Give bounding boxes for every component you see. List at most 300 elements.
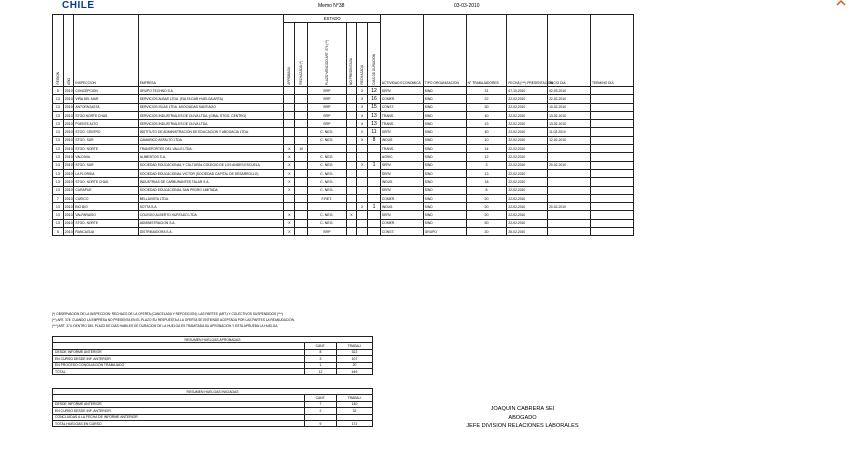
cell-inicio (548, 145, 591, 153)
summary-row (53, 420, 373, 426)
cell-ano: 2010 (63, 136, 74, 144)
cell-direccion: STGO. NORTE CHAS. (74, 178, 138, 186)
cell-e3 (308, 203, 347, 211)
cell-tipo: SIND (423, 219, 466, 227)
cell-e2 (295, 87, 308, 95)
cell-region: 13 (53, 95, 64, 103)
cell-inicio: 11-02-2010 (548, 128, 591, 136)
cell-termino (590, 95, 633, 103)
cell-e3: SRP (308, 111, 347, 119)
cell-e3: SRP (308, 103, 347, 111)
cell-inicio (548, 153, 591, 161)
cell-n-trab: 20 (466, 194, 507, 202)
cell-e5: X (357, 95, 368, 103)
cell-e4 (346, 136, 357, 144)
cell-e1: X (284, 178, 295, 186)
summary-label: DESDE INFORME ANTERIOR (53, 349, 305, 355)
cell-e2 (295, 103, 308, 111)
col-header-termino: TERMINO DIA (590, 15, 633, 87)
summary-label: EN CURSO DESDE INF. ANTERIOR (53, 356, 305, 362)
cell-tipo: SIND (423, 120, 466, 128)
cell-direccion: STGO. SUR (74, 161, 138, 169)
summary-trab: 140 (337, 401, 373, 407)
summary-col-cant: CANT. (305, 395, 337, 401)
table-row (53, 120, 634, 128)
cell-ano: 2010 (63, 211, 74, 219)
cell-e1: X (284, 211, 295, 219)
cell-termino (590, 128, 633, 136)
cell-inicio: 22-02-2010 (548, 95, 591, 103)
cell-ano: 2010 (63, 228, 74, 236)
cell-empresa: INDUSTRIAS DE CARBURANTES TALAR S.A. (138, 178, 284, 186)
cell-e4 (346, 87, 357, 95)
cell-e6 (368, 228, 381, 236)
cell-direccion: CURICO (74, 194, 138, 202)
cell-e4 (346, 120, 357, 128)
table-row (53, 111, 634, 119)
cell-fecha: 22-02-2010 (507, 203, 548, 211)
summary-col-trab: TRABAJ. (337, 343, 373, 349)
cell-empresa: ALIMENTOS S.A. (138, 153, 284, 161)
cell-termino (590, 87, 633, 95)
cell-fecha: 07-10-2010 (507, 87, 548, 95)
cell-e2 (295, 186, 308, 194)
strikes-table (52, 14, 634, 236)
cell-e2 (295, 203, 308, 211)
cell-ano: 2010 (63, 153, 74, 161)
cell-termino (590, 169, 633, 177)
cell-e3: C. NEG. (308, 211, 347, 219)
footnote: (*) OBSERVACION DE LA INSPECCION: RECHAZO DE LA OFERTA (CANCELADA Y REPOSICION), LAS PARTES (ART.) Y COLECTIVOS SUSPENDIDOS (***) (52, 312, 283, 316)
cell-empresa: CAMARICO ASFALTO LTDA. (138, 136, 284, 144)
table-row (53, 228, 634, 236)
summary-trab: 32 (337, 408, 373, 414)
cell-n-trab: 13 (466, 120, 507, 128)
cell-fecha: 22-02-2010 (507, 95, 548, 103)
summary-cant: 8 (305, 349, 337, 355)
signature-name: JOAQUIN CABRERA SEI (490, 406, 555, 412)
col-header-rechazada-obs: RECHAZADA (*) (295, 23, 308, 87)
cell-ano: 2010 (63, 194, 74, 202)
summary-col-trab: TRABAJ. (337, 395, 373, 401)
cell-termino (590, 178, 633, 186)
cell-e5: X (357, 128, 368, 136)
cell-fecha: 22-02-2010 (507, 186, 548, 194)
cell-e1: X (284, 219, 295, 227)
cell-e5 (357, 169, 368, 177)
table-row (53, 87, 634, 95)
cell-e6 (368, 194, 381, 202)
cell-e6: 13 (368, 111, 381, 119)
cell-e5 (357, 153, 368, 161)
cell-ano: 2010 (63, 145, 74, 153)
table-row (53, 153, 634, 161)
cell-fecha: 22-02-2010 (507, 169, 548, 177)
col-header-ano: AÑO (63, 15, 74, 87)
cell-e1 (284, 87, 295, 95)
cell-inicio: 12-02-2010 (548, 136, 591, 144)
cell-fecha: 22-02-2010 (507, 128, 548, 136)
table-row (53, 145, 634, 153)
cell-e2 (295, 136, 308, 144)
table-row (53, 128, 634, 136)
cell-e5 (357, 145, 368, 153)
table-row (53, 194, 634, 202)
cell-fecha: 22-02-2010 (507, 111, 548, 119)
cell-tipo: SIND (423, 103, 466, 111)
cell-e3 (308, 145, 347, 153)
cell-direccion: STGO. NORTE (74, 145, 138, 153)
cell-e4 (346, 95, 357, 103)
cell-e3: C. NEG. (308, 153, 347, 161)
cell-region: 13 (53, 103, 64, 111)
summary-trab: 107 (337, 356, 373, 362)
cell-e2 (295, 161, 308, 169)
cell-e5 (357, 178, 368, 186)
cell-e4 (346, 194, 357, 202)
cell-actividad: AGRIC. (380, 153, 423, 161)
cell-e4 (346, 145, 357, 153)
cell-n-trab: 40 (466, 128, 507, 136)
cell-e4 (346, 161, 357, 169)
document-date: 03-03-2010 (454, 3, 480, 9)
cell-inicio: 13-02-2010 (548, 120, 591, 128)
cell-tipo: SIND (423, 211, 466, 219)
cell-e4 (346, 103, 357, 111)
cell-actividad: SERV. (380, 211, 423, 219)
cell-e2 (295, 111, 308, 119)
cell-inicio (548, 211, 591, 219)
cell-region: 13 (53, 219, 64, 227)
cell-region: 13 (53, 153, 64, 161)
cell-termino (590, 194, 633, 202)
summary-col-cant: CANT. (305, 343, 337, 349)
footnote: (**) ART. 374: CUANDO LA EMPRESA NO PRESENTA EN EL PLAZO SU RESPUESTA A LA OFERTA SE ENTIENDE ACEPTADA POR LAS PARTES LA REANUDACION. (52, 318, 295, 322)
cell-tipo: SIND (423, 194, 466, 202)
cell-fecha: 22-02-2010 (507, 178, 548, 186)
cell-n-trab: 20 (466, 228, 507, 236)
cell-empresa: GRUPO TECHNO S.A. (138, 87, 284, 95)
col-header-plazo-vencido: PLAZO VENCIDO ART. 374 (**) (308, 23, 347, 87)
summary-cant: 3 (305, 356, 337, 362)
cell-actividad: CONST. (380, 228, 423, 236)
col-header-aprobada: APROBADA (284, 23, 295, 87)
summary-trab: 20 (337, 362, 373, 368)
cell-e4 (346, 186, 357, 194)
cell-tipo: SIND (423, 111, 466, 119)
cell-n-trab: 10 (466, 136, 507, 144)
cell-e5: X (357, 161, 368, 169)
cell-tipo: SIND (423, 153, 466, 161)
cell-e6: 1 (368, 203, 381, 211)
cell-region: 5 (53, 228, 64, 236)
footnote: (***) ART. 374: DENTRO DEL PLAZO DE DIAS HABILES DE DURACION DE LA HUELGA ES TRAMITADA SU APROBACION Y ESTA APRUEBA LA HUELGA. (52, 324, 279, 328)
cell-actividad: SERV. (380, 161, 423, 169)
cell-direccion: STGO. CENTRO (74, 128, 138, 136)
cell-termino (590, 103, 633, 111)
cell-actividad: COMER. (380, 95, 423, 103)
table-row (53, 178, 634, 186)
cell-e1: X (284, 161, 295, 169)
cell-region: 13 (53, 186, 64, 194)
cell-e5 (357, 211, 368, 219)
cell-e2 (295, 194, 308, 202)
summary-label: DESDE INFORME ANTERIOR (53, 401, 305, 407)
document-number: Memo N°38 (318, 3, 345, 9)
cell-e6 (368, 178, 381, 186)
cell-inicio (548, 186, 591, 194)
cell-inicio (548, 194, 591, 202)
cell-inicio: 13-02-2010 (548, 111, 591, 119)
cell-ano: 2010 (63, 203, 74, 211)
cell-e5: X (357, 203, 368, 211)
cell-actividad: INDUS. (380, 203, 423, 211)
cell-actividad: SERV. (380, 169, 423, 177)
cell-e2 (295, 178, 308, 186)
cell-termino (590, 186, 633, 194)
table-row (53, 219, 634, 227)
cell-direccion: ANTOFAGASTA (74, 103, 138, 111)
cell-tipo: SIND (423, 95, 466, 103)
table-row (53, 161, 634, 169)
summary-label: TOTAL (53, 368, 305, 374)
cell-termino (590, 120, 633, 128)
cell-e2 (295, 95, 308, 103)
cell-termino (590, 203, 633, 211)
cell-e1: X (284, 153, 295, 161)
cell-inicio: 10-02-2010 (548, 103, 591, 111)
cell-n-trab: 3 (466, 161, 507, 169)
cell-e4 (346, 153, 357, 161)
cell-empresa: BELLAVISTA LTDA. (138, 194, 284, 202)
cell-e3: F.RET. (308, 194, 347, 202)
cell-tipo: SIND (423, 136, 466, 144)
col-header-empresa: EMPRESA (138, 15, 284, 87)
cell-actividad: COMER. (380, 194, 423, 202)
summary-label: EN CURSO DESDE INF. ANTERIOR (53, 408, 305, 414)
col-header-direccion: INSPECCION (74, 15, 138, 87)
cell-ano: 2010 (63, 178, 74, 186)
cell-e2 (295, 169, 308, 177)
cell-e2 (295, 219, 308, 227)
cell-e6: 8 (368, 136, 381, 144)
cell-e3: C. NEG. (308, 178, 347, 186)
cell-fecha: 22-02-2010 (507, 145, 548, 153)
cell-tipo: SIND (423, 169, 466, 177)
cell-termino (590, 219, 633, 227)
cell-actividad: INDUS. (380, 136, 423, 144)
cell-inicio (548, 228, 591, 236)
cell-tipo: SIND (423, 145, 466, 153)
cell-e1 (284, 111, 295, 119)
cell-fecha: 22-02-2010 (507, 194, 548, 202)
cell-termino (590, 228, 633, 236)
cell-inicio: 20-02-2010 (548, 161, 591, 169)
cell-actividad: TRANS. (380, 145, 423, 153)
cell-tipo: GRUPO (423, 228, 466, 236)
cell-e3: C. NEG. (308, 128, 347, 136)
cell-termino (590, 211, 633, 219)
col-header-rechazada: RECHAZADA (357, 23, 368, 87)
cell-e6 (368, 219, 381, 227)
cell-e5: X (357, 87, 368, 95)
cell-e5 (357, 228, 368, 236)
cell-ano: 2010 (63, 161, 74, 169)
cell-e3: C. NEG. (308, 161, 347, 169)
cell-e2 (295, 153, 308, 161)
cell-ano: 2010 (63, 169, 74, 177)
cell-ano: 2010 (63, 186, 74, 194)
cell-termino (590, 136, 633, 144)
table-row (53, 136, 634, 144)
cell-e2 (295, 228, 308, 236)
cell-fecha: 22-02-2010 (507, 219, 548, 227)
cell-n-trab: 30 (466, 103, 507, 111)
cell-region: 13 (53, 128, 64, 136)
cell-empresa: DISTRIBUIDORA S.A. (138, 228, 284, 236)
summary-label: CONCLUIDAS A LA FECHA DE INFORME ANTERIOR (53, 414, 305, 420)
cell-e6 (368, 145, 381, 153)
cell-fecha: 22-02-2010 (507, 136, 548, 144)
cell-e1: X (284, 169, 295, 177)
cell-e5: X (357, 111, 368, 119)
cell-ano: 2010 (63, 103, 74, 111)
cell-region: 13 (53, 203, 64, 211)
summary-cant: 1 (305, 362, 337, 368)
cell-empresa: SOCIEDAD EDUCACIONAL Y CULTURAL COLEGIO DE LOS ANDES ESCUELA (138, 161, 284, 169)
cell-region: 5 (53, 87, 64, 95)
cell-e2 (295, 211, 308, 219)
cell-n-trab: 12 (466, 153, 507, 161)
cell-fecha: 22-02-2010 (507, 161, 548, 169)
cell-direccion: STGO. SUR (74, 136, 138, 144)
cell-e5 (357, 194, 368, 202)
cell-tipo: SIND (423, 203, 466, 211)
summary-cant: 9 (305, 420, 337, 426)
cell-actividad: CONST. (380, 103, 423, 111)
cell-e6 (368, 169, 381, 177)
col-header-inicio: INICIO DIA (548, 15, 591, 87)
cell-actividad: SERV. (380, 128, 423, 136)
cell-e5 (357, 186, 368, 194)
cell-direccion: PUENTE ALTO (74, 120, 138, 128)
cell-empresa: SERVICIOS INDUSTRIALES DE OLIVA LTDA. (138, 120, 284, 128)
summary-trab: 322 (337, 349, 373, 355)
cell-empresa: TRANSPORTES DEL VALLE LTDA. (138, 145, 284, 153)
cell-e4 (346, 203, 357, 211)
col-header-tipo: TIPO ORGANIZACION (423, 15, 466, 87)
cell-e1 (284, 203, 295, 211)
cell-direccion: CONCEPCION (74, 87, 138, 95)
table-row (53, 203, 634, 211)
cell-actividad: TRANS. (380, 111, 423, 119)
cell-n-trab: 40 (466, 111, 507, 119)
summary-label: TOTAL HUELGAS EN CURSO (53, 420, 305, 426)
cell-n-trab: 18 (466, 178, 507, 186)
cell-inicio (548, 219, 591, 227)
cell-e3: SRP (308, 228, 347, 236)
cell-termino (590, 161, 633, 169)
cell-e6: 16 (368, 95, 381, 103)
cell-tipo: SIND (423, 186, 466, 194)
summary-title: RESUMEN HUELGAS INICIADAS (53, 389, 373, 395)
summary-label: EN PROCESO CONCILIACION TRABAJADO (53, 362, 305, 368)
summary-trab: 172 (337, 420, 373, 426)
cell-e6 (368, 153, 381, 161)
cell-e2: 10 (295, 145, 308, 153)
cell-actividad: INDUS. (380, 178, 423, 186)
cell-ano: 2010 (63, 111, 74, 119)
table-row (53, 169, 634, 177)
signature-title: ABOGADO (508, 414, 537, 421)
cell-e4 (346, 178, 357, 186)
cell-n-trab: 31 (466, 87, 507, 95)
cell-e1 (284, 128, 295, 136)
cell-n-trab: 20 (466, 203, 507, 211)
cell-e2 (295, 120, 308, 128)
cell-e4 (346, 228, 357, 236)
cell-fecha: 22-02-2010 (507, 120, 548, 128)
cell-inicio (548, 178, 591, 186)
cell-direccion: CURAPUE (74, 186, 138, 194)
cell-direccion: VIÑA DEL MAR (74, 95, 138, 103)
cell-tipo: SIND (423, 87, 466, 95)
cell-e6: 11 (368, 128, 381, 136)
cell-e4: X (346, 211, 357, 219)
cell-e1 (284, 194, 295, 202)
cell-actividad: TRANS. (380, 120, 423, 128)
cell-inicio (548, 169, 591, 177)
cell-inicio: 02-03-2010 (548, 87, 591, 95)
cell-region: 13 (53, 136, 64, 144)
cell-e5: X (357, 103, 368, 111)
cell-actividad: COMER. (380, 219, 423, 227)
cell-empresa: SOTTA S.A. (138, 203, 284, 211)
cell-tipo: SIND (423, 161, 466, 169)
cell-e1: X (284, 186, 295, 194)
cell-termino (590, 111, 633, 119)
cell-region: 13 (53, 211, 64, 219)
cell-n-trab: 14 (466, 145, 507, 153)
cell-e5: X (357, 136, 368, 144)
col-header-n-trab: N° TRABAJADORES (466, 15, 507, 87)
table-row (53, 103, 634, 111)
cell-e6: 1 (368, 161, 381, 169)
cell-actividad: SERV. (380, 186, 423, 194)
cell-region: 13 (53, 111, 64, 119)
cell-e5 (357, 219, 368, 227)
cell-e6: 12 (368, 87, 381, 95)
cell-ano: 2010 (63, 120, 74, 128)
cell-empresa: SERVICIOS INDUSTRIALES DE OLIVA LTDA. (GRAL STGO. CENTRO) (138, 111, 284, 119)
cell-e1 (284, 95, 295, 103)
cell-direccion: STGO NORTE CHAS. (74, 111, 138, 119)
cell-e3: C. NEG. (308, 219, 347, 227)
cell-ano: 2010 (63, 128, 74, 136)
cell-fecha: 22-02-2010 (507, 103, 548, 111)
cell-empresa: SOCIEDAD EDUCACIONAL VICTOR (SOCIEDAD CAPITAL DE DESARROLLO) (138, 169, 284, 177)
cell-e4 (346, 169, 357, 177)
cell-n-trab: 8 (466, 186, 507, 194)
cell-e6: 15 (368, 103, 381, 111)
cell-tipo: SIND (423, 178, 466, 186)
cell-empresa: ADMINISTRACION S.A. (138, 219, 284, 227)
logo-text: CHILE (62, 0, 95, 11)
cell-e4 (346, 128, 357, 136)
cell-e3: C. NEG. (308, 169, 347, 177)
cell-fecha: 22-02-2010 (507, 153, 548, 161)
col-header-dias-duracion: DIAS DE DURACION (368, 23, 381, 87)
